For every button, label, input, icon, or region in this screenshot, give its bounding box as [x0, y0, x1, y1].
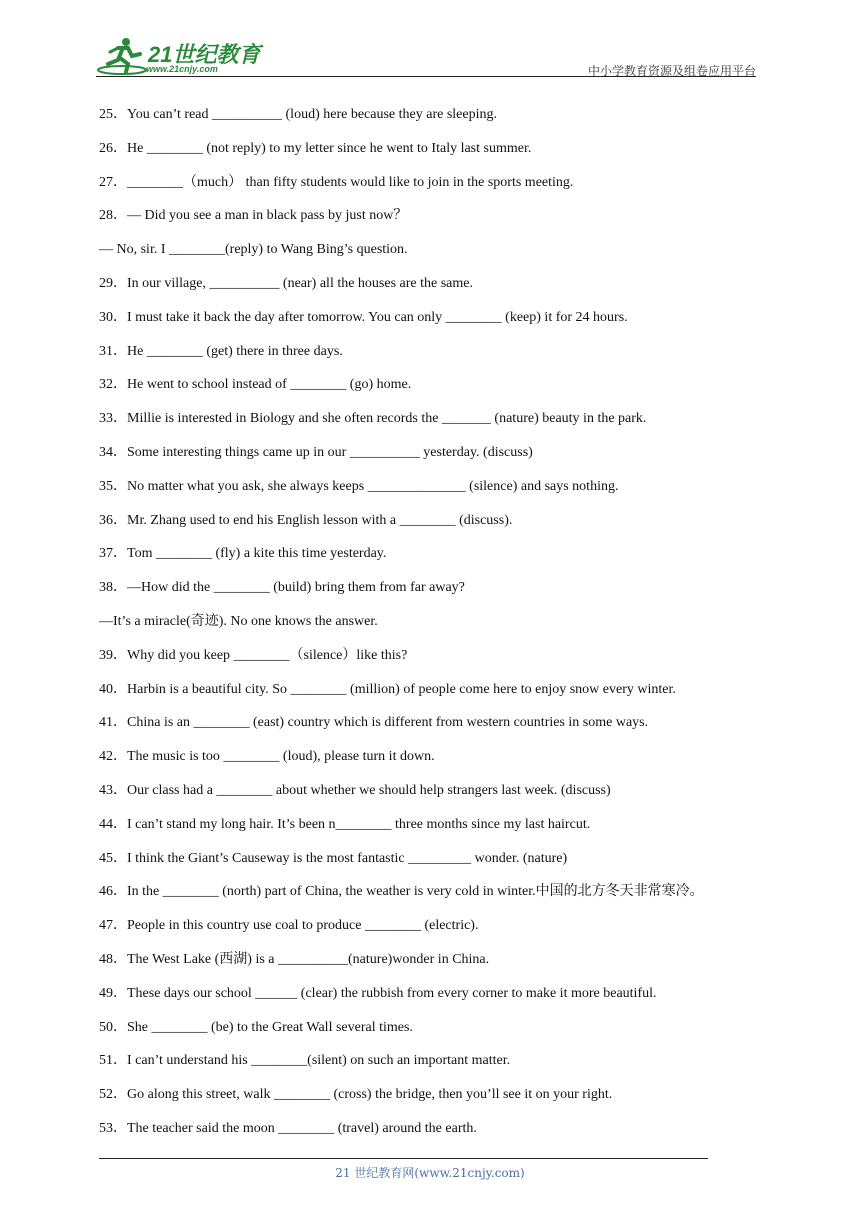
question-line: 29．In our village, __________ (near) all the houses are the same.	[99, 275, 474, 291]
question-line: 38．—How did the ________ (build) bring them from far away?	[99, 580, 465, 596]
question-line: 41．China is an ________ (east) country which is different from western countries in some ways.	[99, 715, 649, 731]
question-line: 26．He ________ (not reply) to my letter since he went to Italy last summer.	[99, 140, 532, 156]
question-line: 48．The West Lake (西湖) is a __________(nature)wonder in China.	[99, 951, 490, 967]
header-divider	[96, 76, 756, 77]
question-line: 32．He went to school instead of ________ (go) home.	[99, 377, 412, 393]
question-line: 45．I think the Giant’s Causeway is the most fantastic _________ wonder. (nature)	[99, 850, 568, 866]
question-line: 53．The teacher said the moon ________ (travel) around the earth.	[99, 1120, 477, 1136]
question-line: 46．In the ________ (north) part of China, the weather is very cold in winter.中国的北方冬天非常寒冷。	[99, 884, 704, 900]
question-line: 36．Mr. Zhang used to end his English lesson with a ________ (discuss).	[99, 512, 513, 528]
question-line: 42．The music is too ________ (loud), please turn it down.	[99, 749, 435, 765]
site-logo[interactable]	[96, 34, 266, 76]
question-line: 28．— Did you see a man in black pass by just now？	[99, 208, 408, 224]
question-line: 52．Go along this street, walk ________ (cross) the bridge, then you’ll see it on your right.	[99, 1087, 613, 1103]
question-line: 50．She ________ (be) to the Great Wall several times.	[99, 1019, 413, 1035]
platform-name: 中小学教育资源及组卷应用平台	[587, 64, 756, 78]
question-line: 39．Why did you keep ________（silence）like this?	[99, 647, 408, 663]
question-line: 35．No matter what you ask, she always keeps ______________ (silence) and says nothing.	[99, 478, 619, 494]
question-line: — No, sir. I ________(reply) to Wang Bing’s question.	[99, 242, 408, 258]
logo-url: www.21cnjy.com	[146, 64, 218, 74]
question-line: 33．Millie is interested in Biology and she often records the _______ (nature) beauty in the park.	[99, 411, 647, 427]
question-line: 25．You can’t read __________ (loud) here because they are sleeping.	[99, 107, 497, 122]
footer-divider	[99, 1158, 708, 1159]
question-line: 30．I must take it back the day after tomorrow. You can only ________ (keep) it for 24 hours.	[99, 309, 628, 325]
footer-link[interactable]: 21 世纪教育网(www.21cnjy.com)	[335, 1166, 525, 1180]
question-line: 40．Harbin is a beautiful city. So ________ (million) of people come here to enjoy snow every winter.	[99, 681, 676, 697]
running-figure-icon	[96, 34, 148, 76]
question-line: 49．These days our school ______ (clear) the rubbish from every corner to make it more beautiful.	[99, 985, 657, 1001]
question-line: 34．Some interesting things came up in our __________ yesterday. (discuss)	[99, 444, 533, 460]
question-list	[99, 105, 759, 1153]
question-line: —It’s a miracle(奇迹). No one knows the answer.	[99, 613, 378, 629]
question-line: 44．I can’t stand my long hair. It’s been n________ three months since my last haircut.	[99, 816, 591, 832]
question-line: 31．He ________ (get) there in three days.	[99, 343, 343, 359]
question-line: 47．People in this country use coal to produce ________ (electric).	[99, 918, 479, 934]
question-line: 51．I can’t understand his ________(silent) on such an important matter.	[99, 1053, 511, 1069]
question-line: 37．Tom ________ (fly) a kite this time yesterday.	[99, 546, 387, 562]
question-line: 27．________（much） than fifty students would like to join in the sports meeting.	[99, 174, 574, 190]
page-header	[96, 34, 756, 78]
logo-title: 21世纪教育	[148, 42, 261, 67]
question-line: 43．Our class had a ________ about whether we should help strangers last week. (discuss)	[99, 782, 611, 798]
